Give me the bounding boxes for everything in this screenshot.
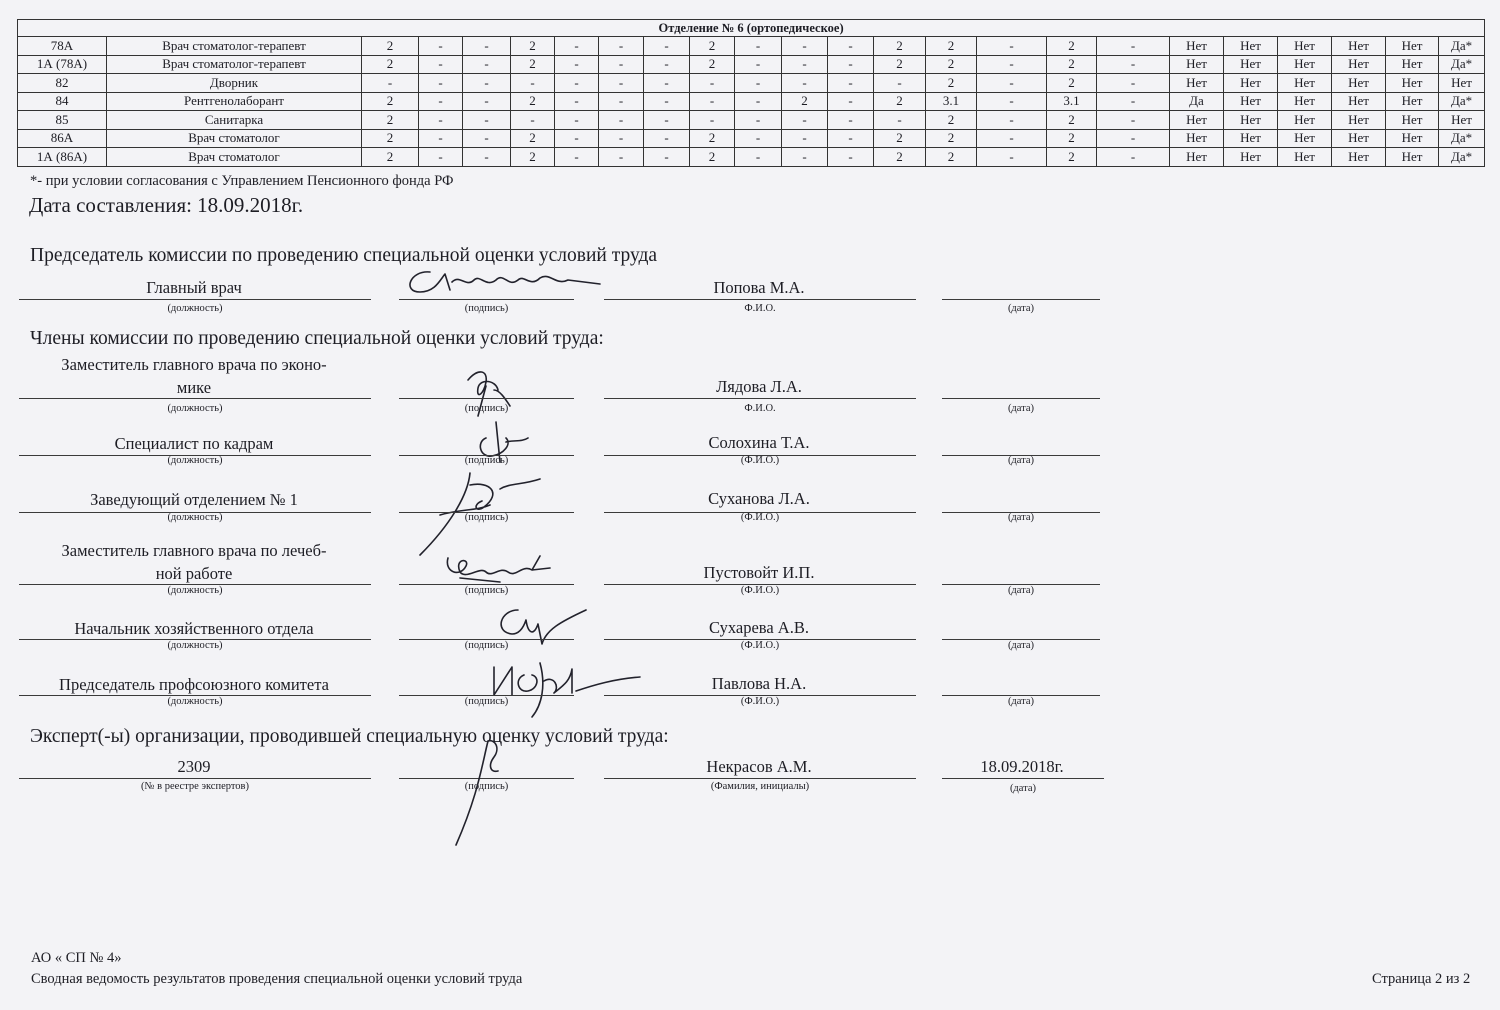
table-cell: - [828,111,874,130]
member-position-line2: ной работе [155,564,233,583]
table-cell: - [735,74,782,93]
table-cell: - [1097,37,1170,56]
table-row [18,129,1485,148]
table-cell: Нет [1278,55,1332,74]
table-cell: Нет [1224,111,1278,130]
table-cell: - [599,129,644,148]
table-cell: - [735,92,782,111]
table-cell: Нет [1278,92,1332,111]
workplace-number-cell: 84 [18,92,107,111]
table-cell: 2 [926,129,977,148]
table-cell: 2 [362,148,419,167]
workplace-number-cell: 78А [18,37,107,56]
chairman-position-caption: (должность) [167,303,223,314]
date-compiled: Дата составления: 18.09.2018г. [29,193,304,217]
table-cell: Нет [1278,148,1332,167]
member-date-line [942,398,1100,399]
table-cell: - [1097,111,1170,130]
table-cell: 2 [511,92,555,111]
table-cell: 2 [926,111,977,130]
table-cell: 2 [1047,148,1097,167]
table-cell: Нет [1386,111,1439,130]
table-cell: - [977,74,1047,93]
workplace-number-cell: 82 [18,74,107,93]
table-cell: - [511,111,555,130]
table-cell: - [362,74,419,93]
expert-registry-line [19,778,371,779]
workplace-number-cell: 86А [18,129,107,148]
table-cell: - [782,55,828,74]
table-cell: Нет [1224,148,1278,167]
table-cell: - [1097,55,1170,74]
member-position-caption: (должность) [167,403,223,414]
chairman-signature-image [400,262,600,302]
table-cell: - [735,37,782,56]
table-cell: Нет [1224,129,1278,148]
table-cell: - [419,55,463,74]
member-signature-caption: (подпись) [464,403,509,414]
table-cell: 2 [874,37,926,56]
table-cell: - [555,55,599,74]
table-cell: Да* [1439,37,1485,56]
table-cell: Нет [1278,129,1332,148]
member-name: Лядова Л.А. [716,377,802,396]
table-cell: Нет [1278,37,1332,56]
expert-name-line [604,778,916,779]
table-cell: 2 [362,129,419,148]
table-cell: - [828,92,874,111]
table-cell: - [782,148,828,167]
table-cell: 3.1 [926,92,977,111]
member-signature-caption: (подпись) [464,455,509,466]
table-cell: - [555,74,599,93]
table-row [18,111,1485,130]
table-cell: - [690,74,735,93]
table-cell: - [419,37,463,56]
member-name-caption: Ф.И.О. [744,403,776,414]
chairman-name-line [604,299,916,300]
table-cell: 2 [874,55,926,74]
member-date-caption: (дата) [1007,696,1035,707]
table-cell: Нет [1224,37,1278,56]
footer-organization: АО « СП № 4» [31,950,122,966]
table-cell: - [977,111,1047,130]
member-date-caption: (дата) [1007,512,1035,523]
table-cell: 2 [511,129,555,148]
table-cell: - [782,37,828,56]
table-cell: - [828,55,874,74]
table-cell: - [977,37,1047,56]
member-position-caption: (должность) [167,640,223,651]
member-position-line1: Председатель профсоюзного комитета [59,675,329,694]
table-cell: Нет [1278,74,1332,93]
table-cell: - [419,129,463,148]
table-cell: - [1097,92,1170,111]
member-date-caption: (дата) [1007,403,1035,414]
table-cell: 2 [1047,111,1097,130]
table-cell: - [874,74,926,93]
table-cell: - [463,74,511,93]
summary-table [17,19,1485,167]
table-cell: - [463,148,511,167]
table-cell: - [555,37,599,56]
table-cell: - [644,37,690,56]
member-signature-caption: (подпись) [464,585,509,596]
table-cell: Нет [1224,92,1278,111]
chairman-date-line [942,299,1100,300]
table-cell: 2 [511,148,555,167]
member-name-caption: (Ф.И.О.) [740,455,780,466]
table-row [18,92,1485,111]
member-position-caption: (должность) [167,585,223,596]
table-cell: Да* [1439,92,1485,111]
table-cell: Да* [1439,148,1485,167]
table-cell: Нет [1170,148,1224,167]
member-signature-caption: (подпись) [464,696,509,707]
table-cell: Нет [1170,129,1224,148]
table-cell: Нет [1332,111,1386,130]
table-cell: - [874,111,926,130]
table-cell: - [463,37,511,56]
table-cell: - [690,111,735,130]
table-cell: Нет [1332,74,1386,93]
table-cell: - [644,55,690,74]
member-name: Павлова Н.А. [711,674,807,693]
table-cell: 2 [1047,74,1097,93]
chairman-position: Главный врач [146,278,242,297]
table-cell: Нет [1170,37,1224,56]
table-cell: Нет [1439,111,1485,130]
table-cell: - [463,111,511,130]
table-cell: - [644,148,690,167]
page-number: Страница 2 из 2 [1372,971,1471,987]
table-cell: - [828,129,874,148]
member-date-caption: (дата) [1007,585,1035,596]
member-name-caption: (Ф.И.О.) [740,585,780,596]
table-cell: - [463,92,511,111]
table-cell: - [644,111,690,130]
table-cell: - [511,74,555,93]
table-cell: - [419,74,463,93]
table-row [18,55,1485,74]
table-cell: 2 [874,92,926,111]
position-cell: Дворник [107,74,362,93]
table-cell: - [735,111,782,130]
member-position-line1: Заведующий отделением № 1 [90,490,298,509]
chairman-name-caption: Ф.И.О. [744,303,776,314]
table-cell: - [977,148,1047,167]
table-cell: 2 [362,37,419,56]
table-row [18,37,1485,56]
member-position-line2: мике [176,378,212,397]
table-cell: Да [1170,92,1224,111]
table-cell: 2 [926,55,977,74]
member-signature-image [440,548,560,588]
table-cell: - [1097,74,1170,93]
workplace-number-cell: 85 [18,111,107,130]
table-cell: - [419,111,463,130]
table-cell: 2 [690,148,735,167]
table-cell: Нет [1332,55,1386,74]
footnote: *- при условии согласования с Управлением Пенсионного фонда РФ [30,173,454,189]
table-cell: 2 [782,92,828,111]
member-position-line [19,398,371,399]
member-position-line1: Заместитель главного врача по эконо- [61,355,327,374]
table-cell: Нет [1332,148,1386,167]
table-cell: - [977,55,1047,74]
table-cell: - [644,129,690,148]
table-row [18,148,1485,167]
member-name: Суханова Л.А. [708,489,810,508]
expert-date: 18.09.2018г. [980,757,1064,776]
table-cell: Нет [1386,55,1439,74]
position-cell: Врач стоматолог-терапевт [107,55,362,74]
table-cell: Нет [1224,55,1278,74]
workplace-number-cell: 1А (86А) [18,148,107,167]
table-cell: 2 [874,129,926,148]
member-date-caption: (дата) [1007,640,1035,651]
table-cell: 3.1 [1047,92,1097,111]
expert-date-line [942,778,1104,779]
table-cell: Нет [1332,92,1386,111]
table-cell: - [1097,129,1170,148]
table-cell: 2 [690,37,735,56]
table-cell: 2 [1047,129,1097,148]
table-cell: - [977,129,1047,148]
expert-name-caption: (Фамилия, инициалы) [710,781,810,792]
table-cell: - [644,92,690,111]
table-cell: - [735,129,782,148]
table-cell: - [555,129,599,148]
chairman-position-line [19,299,371,300]
table-cell: Нет [1332,129,1386,148]
expert-registry-caption: (№ в реестре экспертов) [140,781,250,792]
table-cell: - [555,92,599,111]
position-cell: Санитарка [107,111,362,130]
member-signature-image [484,655,644,720]
table-cell: 2 [511,55,555,74]
table-cell: - [599,55,644,74]
table-cell: Нет [1170,111,1224,130]
table-cell: Нет [1170,55,1224,74]
table-cell: 2 [511,37,555,56]
table-cell: - [599,92,644,111]
table-cell: 2 [926,148,977,167]
member-position-caption: (должность) [167,696,223,707]
table-cell: - [599,148,644,167]
member-name-caption: (Ф.И.О.) [740,696,780,707]
expert-name: Некрасов А.М. [706,757,812,776]
position-cell: Врач стоматолог [107,129,362,148]
table-cell: Да* [1439,55,1485,74]
expert-signature-image [452,735,522,850]
table-cell: Да* [1439,129,1485,148]
table-cell: Нет [1278,111,1332,130]
table-cell: - [419,92,463,111]
table-cell: - [644,74,690,93]
expert-date-caption: (дата) [1009,783,1037,794]
member-name: Сухарева А.В. [709,618,809,637]
table-cell: Нет [1386,129,1439,148]
table-header-row [18,20,1485,37]
table-cell: 2 [362,55,419,74]
position-cell: Врач стоматолог [107,148,362,167]
table-cell: Нет [1386,74,1439,93]
member-name-caption: (Ф.И.О.) [740,640,780,651]
member-name: Солохина Т.А. [708,433,810,452]
footer-title: Сводная ведомость результатов проведения специальной оценки условий труда [31,971,523,987]
table-cell: Нет [1170,74,1224,93]
member-date-caption: (дата) [1007,455,1035,466]
member-position-line1: Начальник хозяйственного отдела [74,619,314,638]
table-cell: Нет [1332,37,1386,56]
table-cell: - [782,111,828,130]
table-cell: - [599,37,644,56]
table-cell: 2 [1047,55,1097,74]
table-cell: - [828,74,874,93]
member-signature-line [399,398,574,399]
expert-registry-number: 2309 [177,757,211,776]
member-signature-caption: (подпись) [464,512,509,523]
table-cell: Нет [1386,148,1439,167]
table-cell: - [828,37,874,56]
table-cell: Нет [1386,37,1439,56]
table-cell: - [735,148,782,167]
chairman-date-caption: (дата) [1007,303,1035,314]
table-cell: 2 [362,92,419,111]
chairman-heading: Председатель комиссии по проведению специальной оценки условий труда [30,245,658,266]
table-cell: 2 [926,37,977,56]
table-cell: - [463,129,511,148]
table-cell: - [1097,148,1170,167]
member-position-line1: Специалист по кадрам [114,434,274,453]
member-name: Пустовойт И.П. [703,563,815,582]
table-cell: - [419,148,463,167]
table-cell: - [735,55,782,74]
member-position-caption: (должность) [167,455,223,466]
table-cell: 2 [362,111,419,130]
table-cell: - [782,74,828,93]
table-cell: - [599,74,644,93]
table-cell: - [690,92,735,111]
department-header: Отделение № 6 (ортопедическое) [18,20,1485,37]
table-cell: 2 [690,55,735,74]
member-position-caption: (должность) [167,512,223,523]
table-cell: - [599,111,644,130]
table-row [18,74,1485,93]
position-cell: Рентгенолаборант [107,92,362,111]
member-name-line [604,398,916,399]
workplace-number-cell: 1А (78А) [18,55,107,74]
member-signature-caption: (подпись) [464,640,509,651]
table-cell: Нет [1224,74,1278,93]
table-cell: - [555,111,599,130]
table-cell: - [555,148,599,167]
table-cell: 2 [874,148,926,167]
expert-heading: Эксперт(-ы) организации, проводившей специальную оценку условий труда: [30,726,669,747]
table-cell: 2 [690,129,735,148]
table-cell: - [782,129,828,148]
table-cell: Нет [1386,92,1439,111]
expert-signature-caption: (подпись) [464,781,509,792]
table-cell: 2 [1047,37,1097,56]
member-name-caption: (Ф.И.О.) [740,512,780,523]
member-position-line1: Заместитель главного врача по лечеб- [61,541,327,560]
position-cell: Врач стоматолог-терапевт [107,37,362,56]
table-cell: - [463,55,511,74]
members-heading: Члены комиссии по проведению специальной оценки условий труда: [30,328,604,349]
table-cell: - [977,92,1047,111]
chairman-signature-caption: (подпись) [464,303,509,314]
chairman-name: Попова М.А. [713,278,805,297]
table-cell: - [828,148,874,167]
table-cell: 2 [926,74,977,93]
table-cell: Нет [1439,74,1485,93]
